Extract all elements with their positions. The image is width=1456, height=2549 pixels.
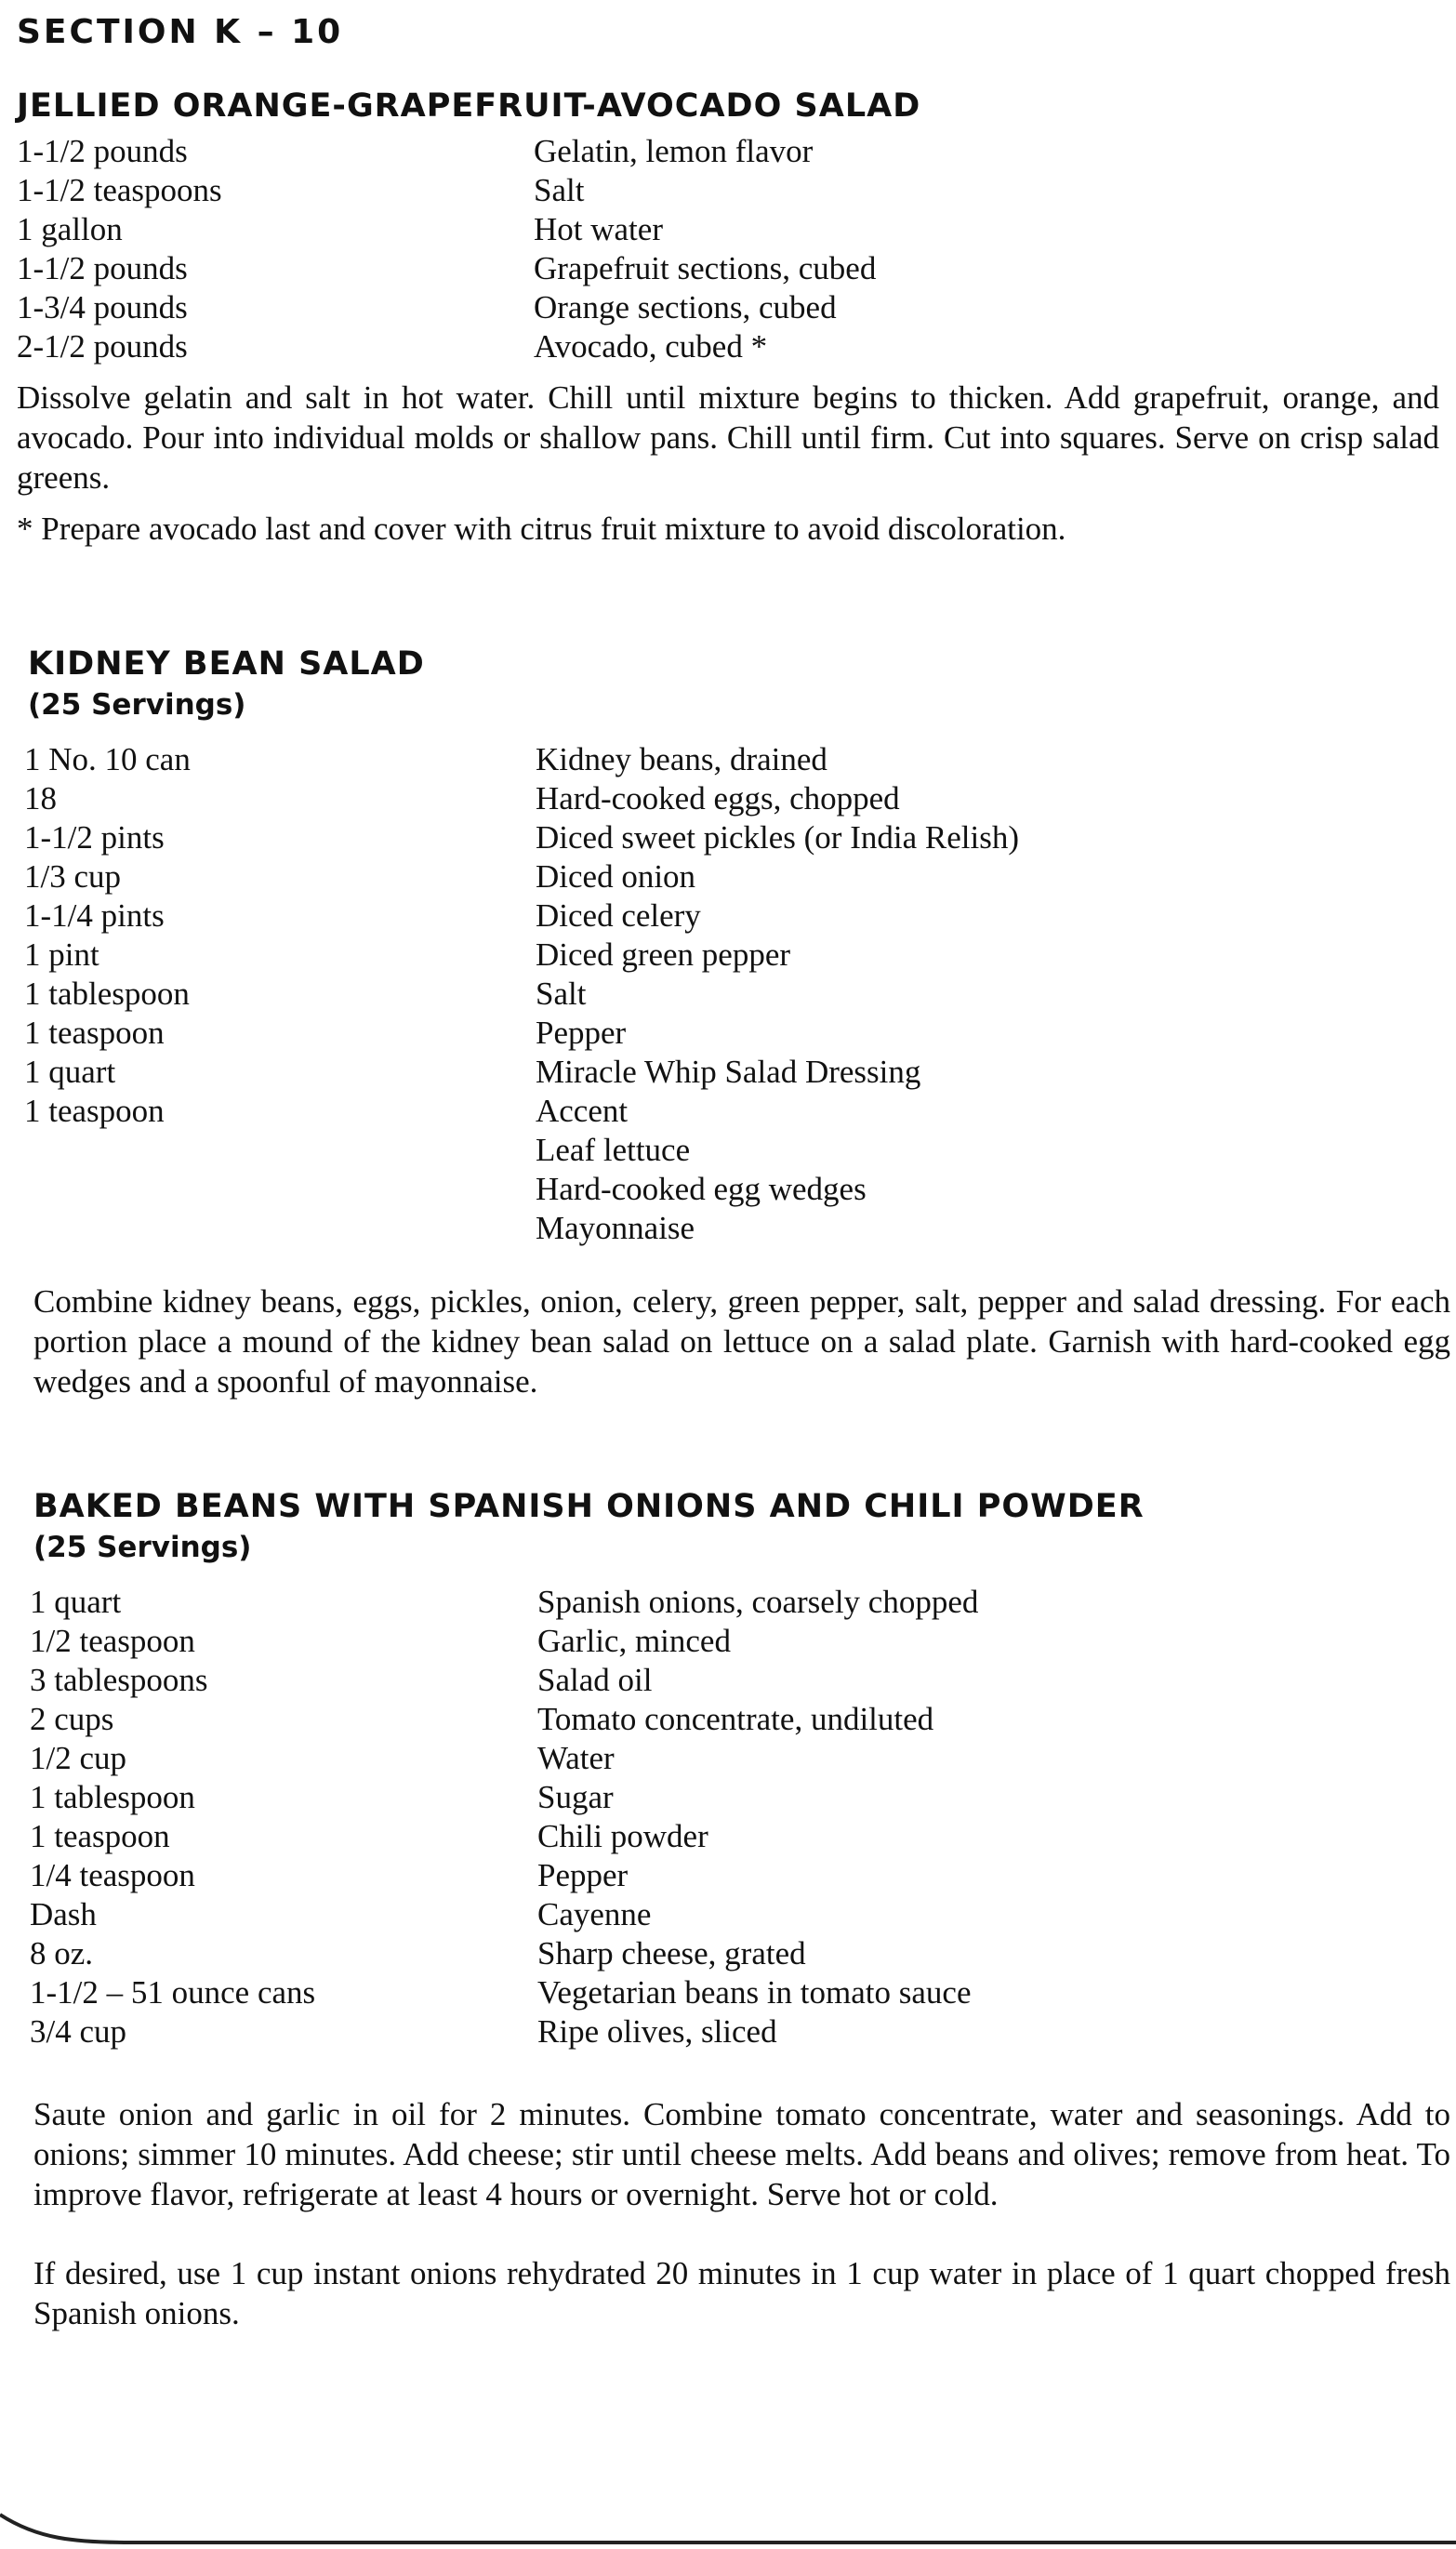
ingredient-row — [24, 779, 1450, 818]
ingredient-name: Hard-cooked egg wedges — [536, 1171, 867, 1207]
ingredient-quantity: 1-1/2 pounds — [17, 133, 188, 169]
recipe-note: * Prepare avocado last and cover with citrus fruit mixture to avoid discoloration. — [17, 511, 1066, 547]
ingredient-quantity: 1/2 teaspoon — [30, 1623, 195, 1659]
ingredient-quantity: 1-3/4 pounds — [17, 289, 188, 325]
recipe-title: KIDNEY BEAN SALAD — [28, 645, 425, 683]
ingredient-quantity — [24, 1209, 536, 1248]
ingredient-quantity: 1 No. 10 can — [24, 741, 191, 777]
ingredient-quantity: 2 cups — [30, 1701, 114, 1737]
ingredient-list — [17, 132, 1439, 366]
recipe-directions: Saute onion and garlic in oil for 2 minutes. Combine tomato concentrate, water and seasonings. Add to onions; simmer 10 minutes. Add cheese; stir until cheese melts. Add beans and olives; remove from heat. To improve flavor, refrigerate at least 4 hours or overnight. Serve hot or cold. — [33, 2096, 1450, 2212]
ingredient-name: Vegetarian beans in tomato sauce — [537, 1974, 972, 2011]
ingredient-quantity: 1 teaspoon — [24, 1093, 165, 1129]
ingredient-name: Hot water — [534, 211, 663, 247]
ingredient-quantity: 1 quart — [24, 1054, 116, 1090]
ingredient-name: Pepper — [536, 1015, 627, 1051]
page-edge-curve — [0, 2502, 1456, 2549]
ingredient-name: Sharp cheese, grated — [537, 1935, 806, 1971]
ingredient-quantity — [24, 1131, 536, 1170]
recipe-directions: Combine kidney beans, eggs, pickles, onion, celery, green pepper, salt, pepper and salad dressing. For each portion place a mound of the kidney bean salad on lettuce on a salad plate. Garnish with hard-cooked egg wedges and a spoonful of mayonnaise. — [33, 1283, 1450, 1400]
ingredient-quantity: 1-1/2 pints — [24, 819, 165, 856]
ingredient-row — [30, 1661, 1450, 1700]
ingredient-row — [24, 975, 1450, 1014]
ingredient-name: Sugar — [537, 1779, 614, 1815]
ingredient-row — [30, 2012, 1450, 2051]
ingredient-quantity: 1 teaspoon — [30, 1818, 170, 1854]
ingredient-name: Salt — [534, 172, 585, 208]
ingredient-row — [30, 1700, 1450, 1739]
ingredient-name: Hard-cooked eggs, chopped — [536, 780, 900, 816]
ingredient-name: Diced onion — [536, 858, 696, 895]
ingredient-row — [30, 1778, 1450, 1817]
ingredient-quantity: 1-1/2 – 51 ounce cans — [30, 1974, 316, 2011]
ingredient-quantity: 1-1/2 pounds — [17, 250, 188, 286]
ingredient-row — [17, 249, 1439, 288]
ingredient-name: Diced green pepper — [536, 936, 791, 973]
ingredient-name: Avocado, cubed * — [534, 328, 768, 365]
ingredient-row — [24, 857, 1450, 896]
ingredient-name: Tomato concentrate, undiluted — [537, 1701, 934, 1737]
ingredient-name: Kidney beans, drained — [536, 741, 827, 777]
ingredient-quantity: 1/2 cup — [30, 1740, 127, 1776]
ingredient-row — [30, 1973, 1450, 2012]
ingredient-row — [24, 1209, 1450, 1248]
ingredient-quantity: 1 tablespoon — [30, 1779, 195, 1815]
ingredient-name: Water — [537, 1740, 615, 1776]
ingredient-name: Garlic, minced — [537, 1623, 731, 1659]
ingredient-row — [24, 818, 1450, 857]
ingredient-name: Chili powder — [537, 1818, 708, 1854]
ingredient-quantity: 1-1/4 pints — [24, 897, 165, 934]
ingredient-quantity: 3 tablespoons — [30, 1662, 208, 1698]
ingredient-row — [24, 1131, 1450, 1170]
ingredient-quantity — [24, 1170, 536, 1209]
ingredient-row — [30, 1856, 1450, 1895]
ingredient-list — [30, 1583, 1450, 2051]
ingredient-name: Ripe olives, sliced — [537, 2013, 777, 2050]
ingredient-quantity: 1 gallon — [17, 211, 123, 247]
ingredient-quantity: 1/4 teaspoon — [30, 1857, 195, 1893]
recipe-title: JELLIED ORANGE-GRAPEFRUIT-AVOCADO SALAD — [17, 87, 921, 125]
ingredient-row — [24, 896, 1450, 936]
ingredient-quantity: 3/4 cup — [30, 2013, 127, 2050]
ingredient-name: Mayonnaise — [536, 1210, 695, 1246]
recipe-servings: (25 Servings) — [33, 1531, 252, 1564]
ingredient-quantity: 1-1/2 teaspoons — [17, 172, 222, 208]
ingredient-row — [24, 936, 1450, 975]
ingredient-quantity: 1 quart — [30, 1584, 122, 1620]
ingredient-quantity: 8 oz. — [30, 1935, 94, 1971]
recipe-note: If desired, use 1 cup instant onions rehydrated 20 minutes in 1 cup water in place of 1 quart chopped fresh Spanish onions. — [33, 2255, 1450, 2331]
ingredient-name: Grapefruit sections, cubed — [534, 250, 877, 286]
ingredient-name: Gelatin, lemon flavor — [534, 133, 814, 169]
ingredient-quantity: 1/3 cup — [24, 858, 122, 895]
recipe-directions: Dissolve gelatin and salt in hot water. Chill until mixture begins to thicken. Add grapefruit, orange, and avocado. Pour into individual molds or shallow pans. Chill until firm. Cut into squares. Serve on crisp salad greens. — [17, 379, 1439, 496]
ingredient-name: Diced sweet pickles (or India Relish) — [536, 819, 1019, 856]
ingredient-row — [17, 288, 1439, 327]
ingredient-row — [24, 740, 1450, 779]
ingredient-name: Leaf lettuce — [536, 1132, 691, 1168]
ingredient-quantity: 1 pint — [24, 936, 99, 973]
ingredient-row — [30, 1739, 1450, 1778]
ingredient-row — [17, 132, 1439, 171]
ingredient-row — [24, 1053, 1450, 1092]
ingredient-name: Spanish onions, coarsely chopped — [537, 1584, 979, 1620]
ingredient-name: Orange sections, cubed — [534, 289, 837, 325]
section-label: SECTION K – 10 — [17, 13, 344, 51]
ingredient-name: Salad oil — [537, 1662, 653, 1698]
ingredient-row — [24, 1014, 1450, 1053]
ingredient-row — [17, 210, 1439, 249]
recipe-title: BAKED BEANS WITH SPANISH ONIONS AND CHILI POWDER — [33, 1488, 1145, 1525]
ingredient-row — [24, 1092, 1450, 1131]
ingredient-row — [30, 1817, 1450, 1856]
recipe-jellied-salad — [17, 86, 1439, 549]
ingredient-row — [30, 1895, 1450, 1934]
ingredient-row — [30, 1934, 1450, 1973]
recipe-baked-beans — [30, 1486, 1450, 2333]
recipe-kidney-bean-salad — [24, 644, 1450, 1401]
ingredient-quantity: 2-1/2 pounds — [17, 328, 188, 365]
ingredient-list — [24, 740, 1450, 1248]
ingredient-quantity: 1 tablespoon — [24, 976, 190, 1012]
recipe-servings: (25 Servings) — [28, 688, 246, 722]
ingredient-name: Accent — [536, 1093, 629, 1129]
ingredient-name: Diced celery — [536, 897, 701, 934]
ingredient-name: Salt — [536, 976, 587, 1012]
ingredient-row — [30, 1622, 1450, 1661]
ingredient-quantity: 18 — [24, 780, 57, 816]
ingredient-row — [30, 1583, 1450, 1622]
ingredient-name: Miracle Whip Salad Dressing — [536, 1054, 921, 1090]
ingredient-row — [17, 327, 1439, 366]
ingredient-quantity: 1 teaspoon — [24, 1015, 165, 1051]
ingredient-row — [24, 1170, 1450, 1209]
ingredient-name: Pepper — [537, 1857, 629, 1893]
ingredient-quantity: Dash — [30, 1896, 97, 1932]
ingredient-name: Cayenne — [537, 1896, 652, 1932]
ingredient-row — [17, 171, 1439, 210]
